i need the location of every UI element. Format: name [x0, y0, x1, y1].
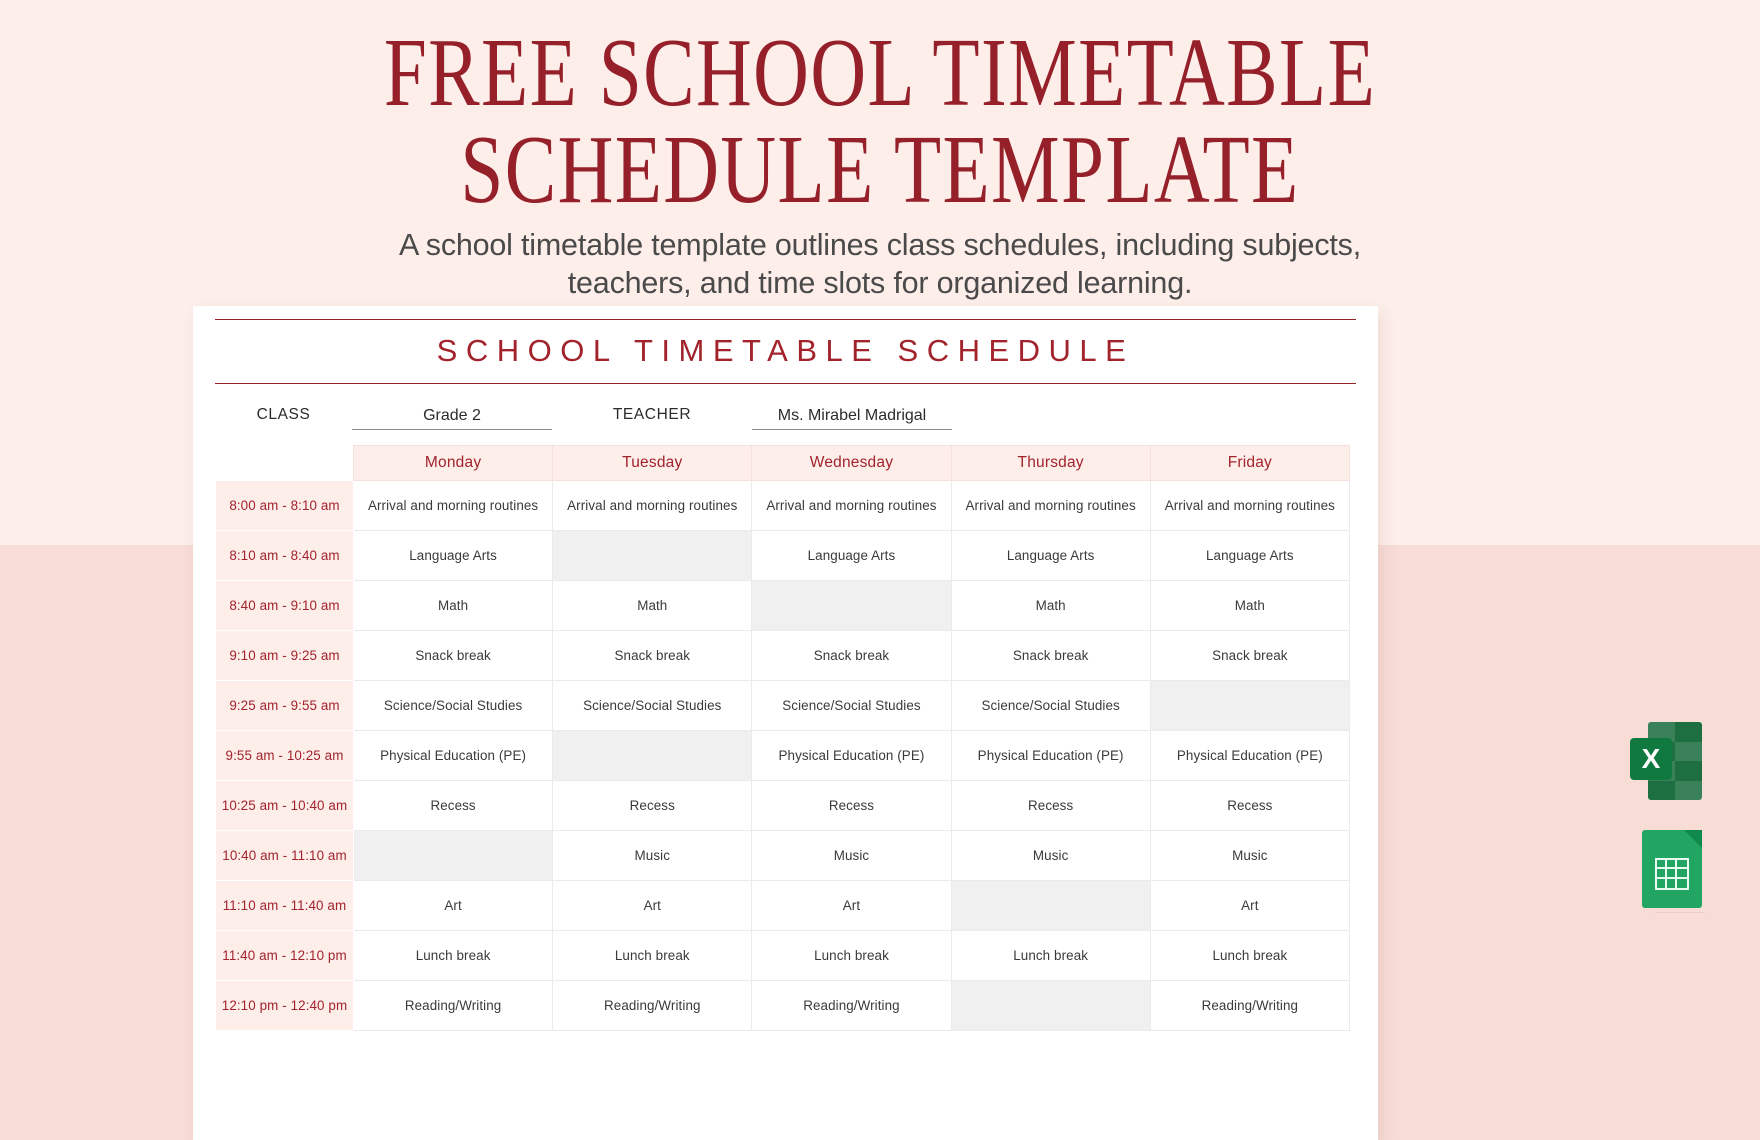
page-subtitle: A school timetable template outlines class schedules, including subjects, teachers, and time slots for organized learning.	[399, 228, 1361, 300]
timetable-time-cell: 9:55 am - 10:25 am	[216, 731, 354, 781]
timetable-subject-cell[interactable]: Arrival and morning routines	[951, 481, 1150, 531]
timetable-day-header-thursday: Thursday	[951, 446, 1150, 481]
timetable-subject-cell[interactable]: Art	[1150, 881, 1349, 931]
timetable[interactable]	[215, 445, 1350, 1031]
timetable-time-cell: 8:10 am - 8:40 am	[216, 531, 354, 581]
timetable-subject-cell[interactable]: Music	[553, 831, 752, 881]
timetable-subject-cell[interactable]: Language Arts	[1150, 531, 1349, 581]
timetable-row	[216, 731, 1350, 781]
timetable-subject-cell[interactable]: Math	[553, 581, 752, 631]
timetable-row	[216, 831, 1350, 881]
hero-section	[0, 0, 1760, 302]
timetable-subject-cell[interactable]: Lunch break	[354, 931, 553, 981]
timetable-empty-cell[interactable]	[951, 981, 1150, 1031]
timetable-subject-cell[interactable]: Snack break	[951, 631, 1150, 681]
timetable-empty-cell[interactable]	[752, 581, 951, 631]
sheets-grid-glyph	[1655, 858, 1689, 890]
timetable-time-cell: 9:25 am - 9:55 am	[216, 681, 354, 731]
timetable-time-cell: 8:00 am - 8:10 am	[216, 481, 354, 531]
timetable-subject-cell[interactable]: Recess	[951, 781, 1150, 831]
timetable-day-header-wednesday: Wednesday	[752, 446, 951, 481]
timetable-row	[216, 931, 1350, 981]
timetable-row	[216, 781, 1350, 831]
timetable-time-cell: 8:40 am - 9:10 am	[216, 581, 354, 631]
class-label: CLASS	[256, 406, 311, 423]
timetable-subject-cell[interactable]: Lunch break	[553, 931, 752, 981]
side-divider	[1655, 912, 1705, 913]
teacher-value-field[interactable]: Ms. Mirabel Madrigal	[752, 407, 952, 430]
app-icon-group	[1630, 722, 1702, 908]
timetable-row	[216, 881, 1350, 931]
microsoft-excel-icon[interactable]	[1630, 722, 1702, 800]
document-preview-card[interactable]	[193, 306, 1378, 1140]
timetable-subject-cell[interactable]: Language Arts	[354, 531, 553, 581]
timetable-row	[216, 631, 1350, 681]
timetable-time-cell: 10:40 am - 11:10 am	[216, 831, 354, 881]
timetable-subject-cell[interactable]: Recess	[553, 781, 752, 831]
timetable-row	[216, 481, 1350, 531]
timetable-subject-cell[interactable]: Reading/Writing	[1150, 981, 1349, 1031]
timetable-empty-cell[interactable]	[553, 531, 752, 581]
timetable-subject-cell[interactable]: Lunch break	[752, 931, 951, 981]
timetable-subject-cell[interactable]: Recess	[1150, 781, 1349, 831]
timetable-subject-cell[interactable]: Snack break	[1150, 631, 1349, 681]
timetable-subject-cell[interactable]: Physical Education (PE)	[354, 731, 553, 781]
timetable-corner-cell	[216, 446, 354, 481]
timetable-subject-cell[interactable]: Snack break	[553, 631, 752, 681]
timetable-head	[216, 446, 1350, 481]
timetable-subject-cell[interactable]: Art	[553, 881, 752, 931]
timetable-subject-cell[interactable]: Lunch break	[951, 931, 1150, 981]
page-title	[62, 0, 1699, 224]
timetable-body	[216, 481, 1350, 1031]
timetable-subject-cell[interactable]: Science/Social Studies	[354, 681, 553, 731]
timetable-time-cell: 11:40 am - 12:10 pm	[216, 931, 354, 981]
timetable-time-cell: 10:25 am - 10:40 am	[216, 781, 354, 831]
timetable-subject-cell[interactable]: Music	[752, 831, 951, 881]
timetable-time-cell: 11:10 am - 11:40 am	[216, 881, 354, 931]
teacher-label: TEACHER	[612, 406, 692, 423]
timetable-subject-cell[interactable]: Arrival and morning routines	[553, 481, 752, 531]
timetable-subject-cell[interactable]: Lunch break	[1150, 931, 1349, 981]
timetable-subject-cell[interactable]: Reading/Writing	[553, 981, 752, 1031]
timetable-subject-cell[interactable]: Snack break	[752, 631, 951, 681]
timetable-subject-cell[interactable]: Math	[354, 581, 553, 631]
timetable-subject-cell[interactable]: Arrival and morning routines	[354, 481, 553, 531]
timetable-row	[216, 981, 1350, 1031]
timetable-empty-cell[interactable]	[553, 731, 752, 781]
timetable-empty-cell[interactable]	[1150, 681, 1349, 731]
timetable-subject-cell[interactable]: Science/Social Studies	[553, 681, 752, 731]
timetable-subject-cell[interactable]: Math	[951, 581, 1150, 631]
excel-badge-letter: X	[1630, 738, 1672, 780]
class-value-field[interactable]: Grade 2	[352, 407, 552, 430]
timetable-subject-cell[interactable]: Reading/Writing	[752, 981, 951, 1031]
timetable-day-header-tuesday: Tuesday	[553, 446, 752, 481]
timetable-subject-cell[interactable]: Language Arts	[752, 531, 951, 581]
timetable-subject-cell[interactable]: Music	[1150, 831, 1349, 881]
timetable-subject-cell[interactable]: Recess	[354, 781, 553, 831]
timetable-header-row	[216, 446, 1350, 481]
timetable-subject-cell[interactable]: Physical Education (PE)	[752, 731, 951, 781]
timetable-empty-cell[interactable]	[951, 881, 1150, 931]
timetable-day-header-monday: Monday	[354, 446, 553, 481]
timetable-subject-cell[interactable]: Snack break	[354, 631, 553, 681]
timetable-time-cell: 12:10 pm - 12:40 pm	[216, 981, 354, 1031]
timetable-subject-cell[interactable]: Physical Education (PE)	[951, 731, 1150, 781]
timetable-day-header-friday: Friday	[1150, 446, 1349, 481]
timetable-subject-cell[interactable]: Science/Social Studies	[951, 681, 1150, 731]
document-title: SCHOOL TIMETABLE SCHEDULE	[436, 333, 1135, 368]
document-meta-row	[215, 384, 1356, 430]
timetable-subject-cell[interactable]: Arrival and morning routines	[1150, 481, 1349, 531]
timetable-row	[216, 531, 1350, 581]
timetable-subject-cell[interactable]: Reading/Writing	[354, 981, 553, 1031]
timetable-time-cell: 9:10 am - 9:25 am	[216, 631, 354, 681]
timetable-subject-cell[interactable]: Physical Education (PE)	[1150, 731, 1349, 781]
document-title-block	[215, 319, 1356, 384]
page-title-line-2: SCHEDULE TEMPLATE	[460, 114, 1300, 224]
timetable-subject-cell[interactable]: Science/Social Studies	[752, 681, 951, 731]
timetable-subject-cell[interactable]: Math	[1150, 581, 1349, 631]
timetable-subject-cell[interactable]: Art	[354, 881, 553, 931]
page-title-line-1: FREE SCHOOL TIMETABLE	[383, 17, 1377, 127]
timetable-subject-cell[interactable]: Art	[752, 881, 951, 931]
timetable-subject-cell[interactable]: Music	[951, 831, 1150, 881]
timetable-subject-cell[interactable]: Recess	[752, 781, 951, 831]
timetable-row	[216, 581, 1350, 631]
sheets-page-fold	[1684, 830, 1702, 848]
timetable-subject-cell[interactable]: Language Arts	[951, 531, 1150, 581]
google-sheets-icon[interactable]	[1642, 830, 1702, 908]
timetable-subject-cell[interactable]: Arrival and morning routines	[752, 481, 951, 531]
timetable-empty-cell[interactable]	[354, 831, 553, 881]
timetable-row	[216, 681, 1350, 731]
